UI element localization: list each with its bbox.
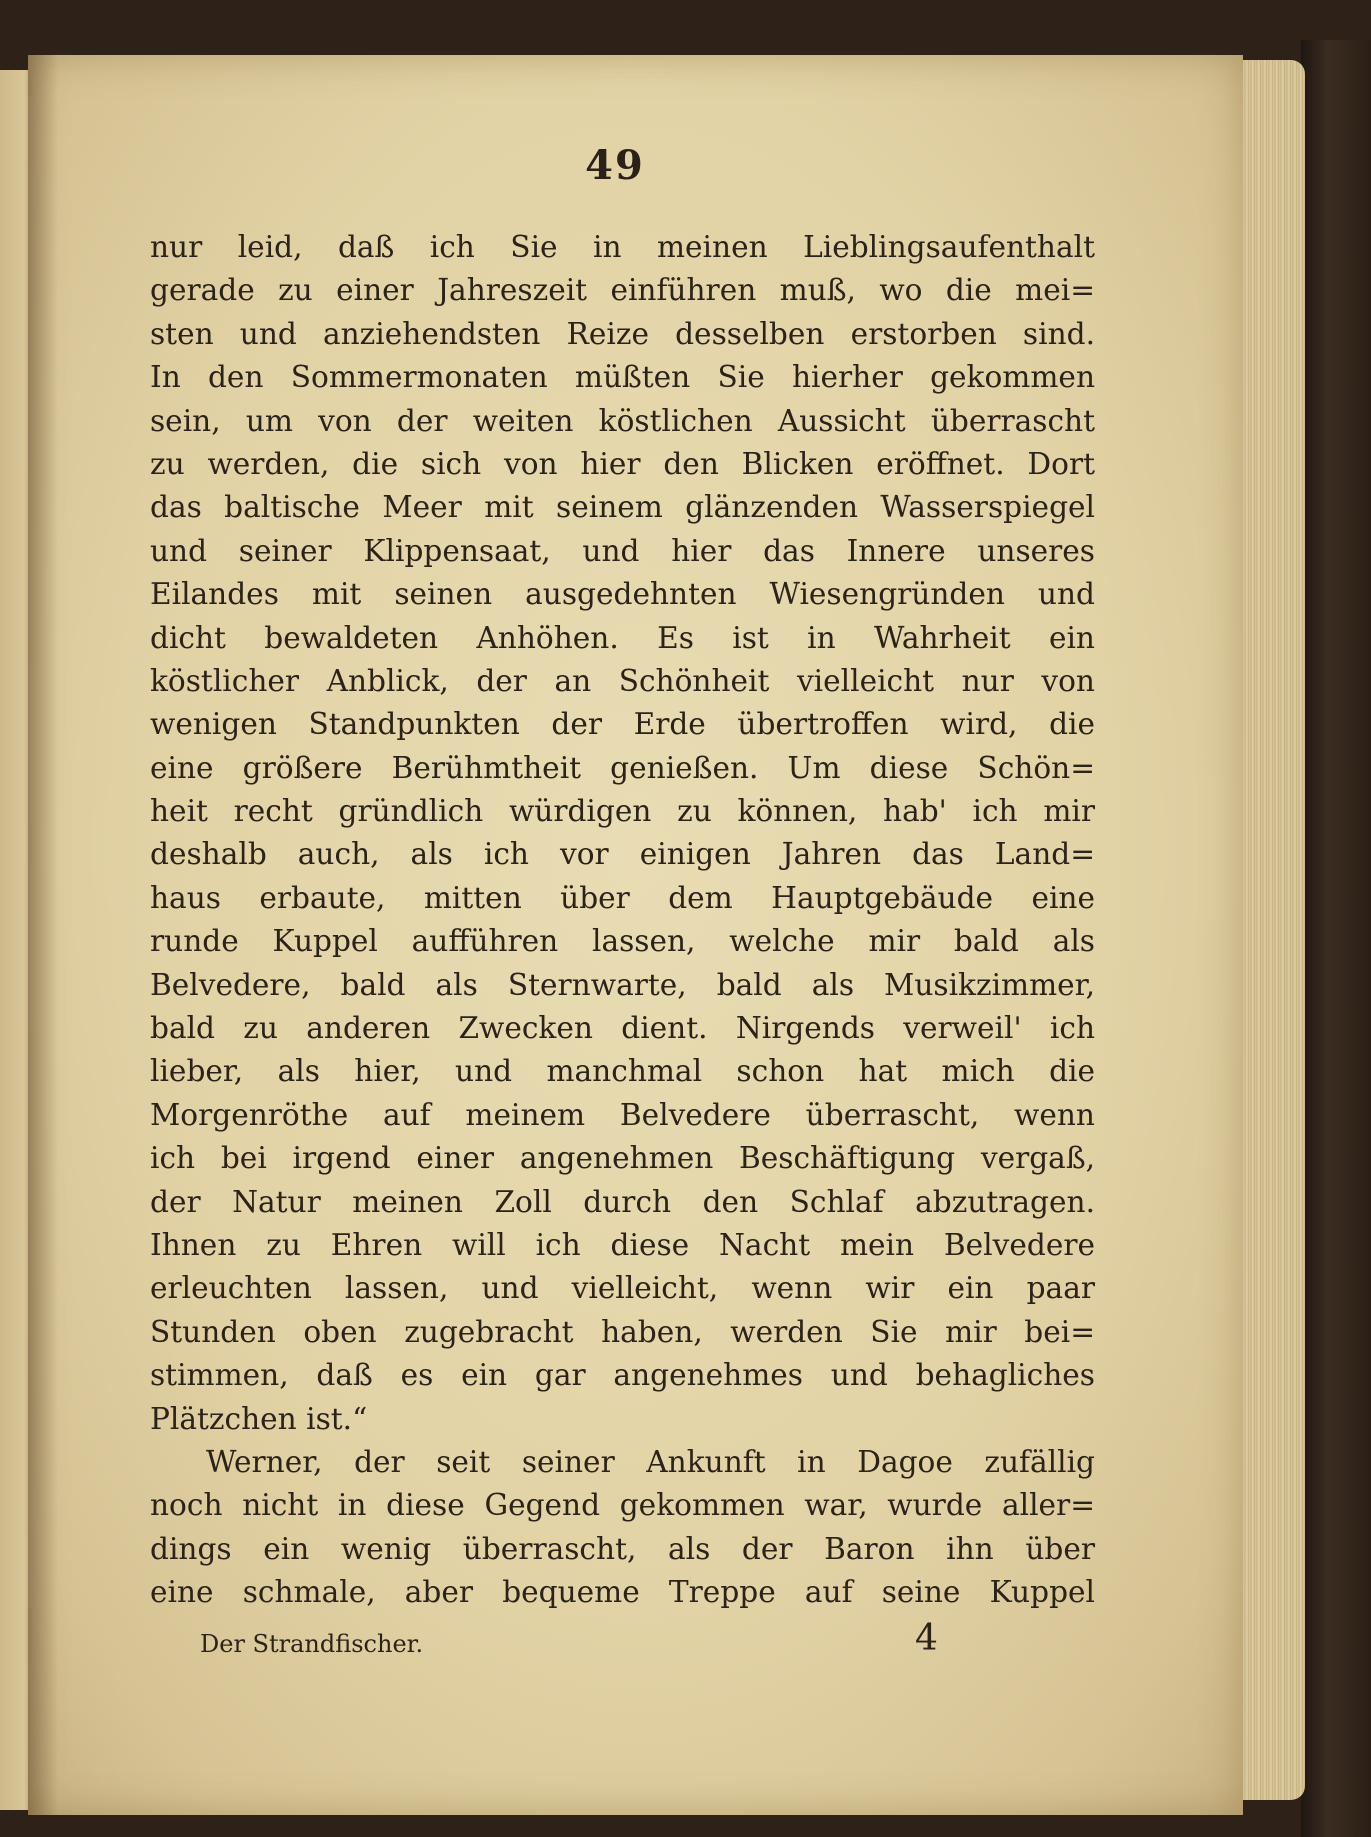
page-body-text [150,226,1095,1615]
text-line: deshalb auch, als ich vor einigen Jahren das Land= [150,837,1095,872]
text-line: eine größere Berühmtheit genießen. Um diese Schön= [150,750,1095,785]
text-line: eine schmale, aber bequeme Treppe auf seine Kuppel [150,1575,1095,1610]
text-line: erleuchten lassen, und vielleicht, wenn wir ein paar [150,1271,1095,1306]
text-line: das baltische Meer mit seinem glänzenden Wasserspiegel [150,490,1095,525]
text-line: der Natur meinen Zoll durch den Schlaf abzutragen. [150,1184,1095,1219]
text-line: sten und anziehendsten Reize desselben erstorben sind. [150,316,1095,351]
text-line: Werner, der seit seiner Ankunft in Dagoe zufällig [206,1444,1095,1479]
book-cover-edge [1301,40,1371,1837]
text-line: runde Kuppel aufführen lassen, welche mir bald als [150,924,1095,959]
text-line: nur leid, daß ich Sie in meinen Lieblingsaufenthalt [150,230,1095,264]
text-line: bald zu anderen Zwecken dient. Nirgends verweil' ich [150,1011,1095,1046]
signature-number: 4 [915,1618,938,1659]
text-line: ich bei irgend einer angenehmen Beschäftigung vergaß, [150,1141,1095,1176]
text-line: köstlicher Anblick, der an Schönheit vielleicht nur von [150,663,1095,698]
page-number: 49 [585,142,645,189]
text-line: und seiner Klippensaat, und hier das Innere unseres [150,533,1095,568]
footer-signature: Der Strandfischer. [200,1630,424,1658]
text-line: zu werden, die sich von hier den Blicken eröffnet. Dort [150,446,1095,481]
text-line: stimmen, daß es ein gar angenehmes und behagliches [150,1358,1095,1393]
text-line: Belvedere, bald als Sternwarte, bald als Musikzimmer, [150,967,1095,1002]
text-line: gerade zu einer Jahreszeit einführen muß, wo die mei= [150,273,1095,308]
text-line: lieber, als hier, und manchmal schon hat mich die [150,1054,1095,1089]
text-line: haus erbaute, mitten über dem Hauptgebäude eine [150,880,1095,915]
text-line: heit recht gründlich würdigen zu können, hab' ich mir [150,794,1095,829]
text-line: Eilandes mit seinen ausgedehnten Wiesengründen und [150,577,1095,612]
text-line: wenigen Standpunkten der Erde übertroffen wird, die [150,707,1095,742]
text-line: Stunden oben zugebracht haben, werden Sie mir bei= [150,1314,1095,1349]
text-line: Ihnen zu Ehren will ich diese Nacht mein Belvedere [150,1227,1095,1262]
text-line: Plätzchen ist.“ [150,1401,368,1436]
text-line: dings ein wenig überrascht, als der Baron ihn über [150,1531,1095,1566]
text-line: noch nicht in diese Gegend gekommen war, wurde aller= [150,1488,1095,1523]
text-line: Morgenröthe auf meinem Belvedere überrascht, wenn [150,1097,1095,1132]
text-line: In den Sommermonaten müßten Sie hierher gekommen [150,360,1095,395]
gutter-shadow [28,55,58,1815]
text-line: dicht bewaldeten Anhöhen. Es ist in Wahrheit ein [150,620,1095,655]
text-line: sein, um von der weiten köstlichen Aussicht überrascht [150,403,1095,438]
